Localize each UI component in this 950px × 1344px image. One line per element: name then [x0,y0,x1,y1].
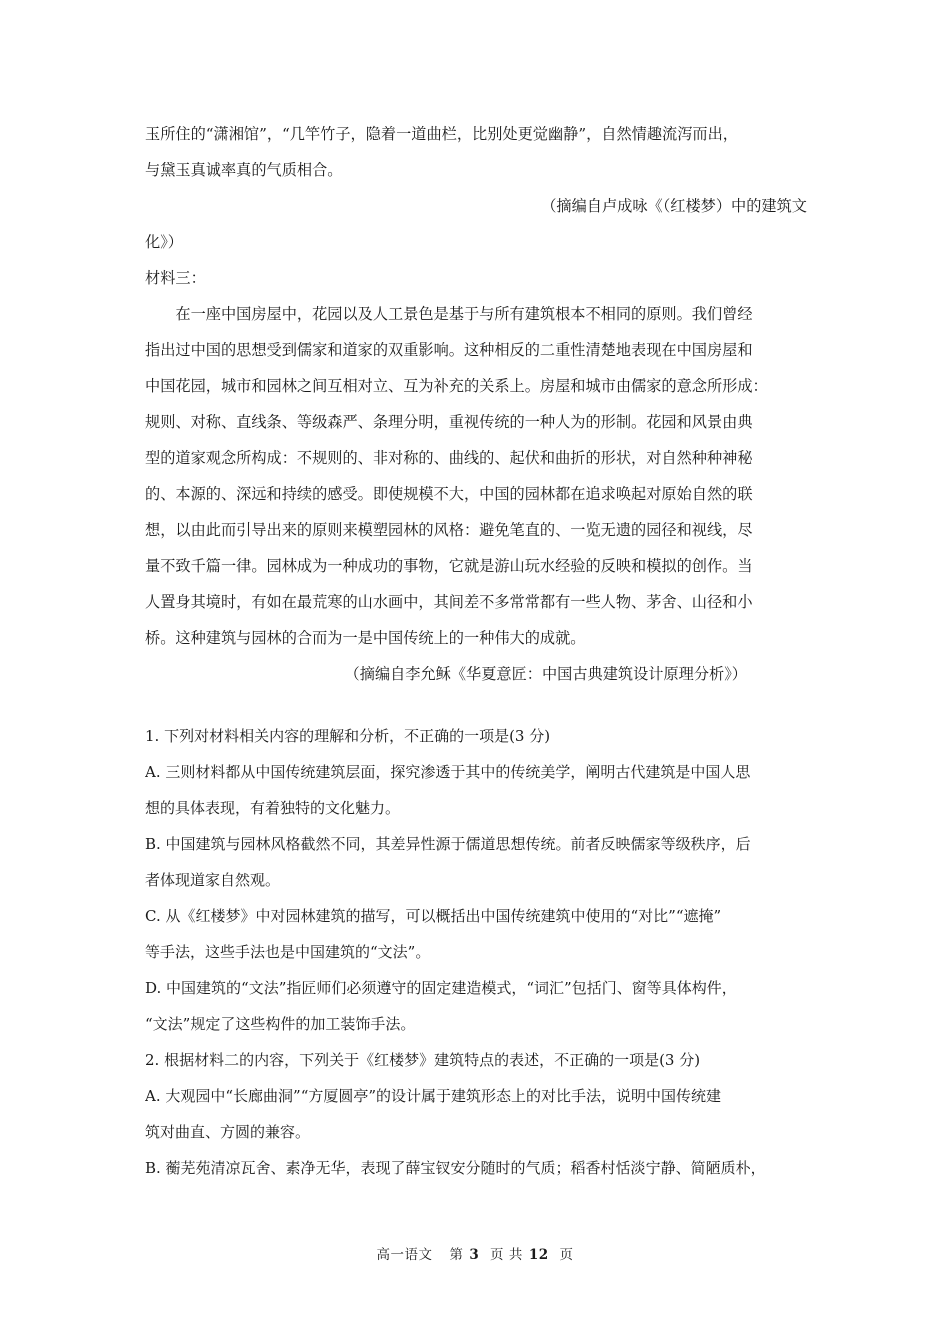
footer-total-pages: 12 [528,1247,549,1263]
paragraph-line: 玉所住的“潇湘馆”，“几竿竹子，隐着一道曲栏，比别处更觉幽静”，自然情趣流泻而出， [145,125,738,143]
paragraph-line: 规则、对称、直线条、等级森严、条理分明，重视传统的一种人为的形制。花园和风景由典 [145,413,753,431]
option-line: D. 中国建筑的“文法”指匠师们必须遵守的固定建造模式，“词汇”包括门、窗等具体构件， [145,979,737,997]
option-line: “文法”规定了这些构件的加工装饰手法。 [145,1015,416,1033]
paragraph-line: 型的道家观念所构成：不规则的、非对称的、曲线的、起伏和曲折的形状，对自然种种神秘 [145,449,753,467]
option-line: 等手法，这些手法也是中国建筑的“文法”。 [145,943,431,961]
page-content [145,116,807,1186]
option-line: B. 蘅芜苑清凉瓦舍、素净无华，表现了薛宝钗安分随时的气质；稻香村恬淡宁静、简陋质朴， [145,1159,766,1177]
option-line: A. 三则材料都从中国传统建筑层面，探究渗透于其中的传统美学，阐明古代建筑是中国人思 [145,763,751,781]
footer-page-suffix: 页 [559,1247,574,1263]
paragraph-line: 人置身其境时，有如在最荒寒的山水画中，其间差不多常常都有一些人物、茅舍、山径和小 [145,593,753,611]
paragraph-line: 想，以由此而引导出来的原则来模塑园林的风格：避免笔直的、一览无遗的园径和视线，尽 [145,521,753,539]
footer-page-prefix: 第 [449,1247,464,1263]
spacer [145,692,807,718]
paragraph-line: 的、本源的、深远和持续的感受。即使规模不大，中国的园林都在追求唤起对原始自然的联 [145,485,753,503]
material-heading: 材料三： [145,269,206,287]
option-line: A. 大观园中“长廊曲洞”“方厦圆亭”的设计属于建筑形态上的对比手法，说明中国传统建 [145,1087,722,1105]
paragraph-line: 桥。这种建筑与园林的合而为一是中国传统上的一种伟大的成就。 [145,629,586,647]
option-line: C. 从《红楼梦》中对园林建筑的描写，可以概括出中国传统建筑中使用的“对比”“遮掩” [145,907,722,925]
paragraph-line: 中国花园，城市和园林之间互相对立、互为补充的关系上。房屋和城市由儒家的意念所形成： [145,377,768,395]
source-citation: （摘编自李允稣《华夏意匠：中国古典建筑设计原理分析》） [344,665,747,683]
paragraph-line: 与黛玉真诚率真的气质相合。 [145,161,343,179]
footer-page-mid: 页 共 [490,1247,523,1263]
option-line: 筑对曲直、方圆的兼容。 [145,1123,311,1141]
question-stem: 1. 下列对材料相关内容的理解和分析，不正确的一项是(3 分) [145,727,551,745]
paragraph-line: 量不致千篇一律。园林成为一种成功的事物，它就是游山玩水经验的反映和模拟的创作。当 [145,557,753,575]
option-line: 者体现道家自然观。 [145,871,281,889]
source-citation-cont: 化》） [145,233,183,251]
paragraph-line: 指出过中国的思想受到儒家和道家的双重影响。这种相反的二重性清楚地表现在中国房屋和 [145,341,753,359]
option-line: 想的具体表现，有着独特的文化魅力。 [145,799,401,817]
question-stem: 2. 根据材料二的内容，下列关于《红楼梦》建筑特点的表述，不正确的一项是(3 分) [145,1051,701,1069]
option-line: B. 中国建筑与园林风格截然不同，其差异性源于儒道思想传统。前者反映儒家等级秩序，后 [145,835,751,853]
footer-subject: 高一语文 [376,1247,433,1263]
paragraph-line: 在一座中国房屋中，花园以及人工景色是基于与所有建筑根本不相同的原则。我们曾经 [175,305,753,323]
source-citation: （摘编自卢成咏《（红楼梦）中的建筑文 [541,197,807,215]
page-footer [0,1245,950,1265]
footer-page-number: 3 [469,1247,480,1263]
